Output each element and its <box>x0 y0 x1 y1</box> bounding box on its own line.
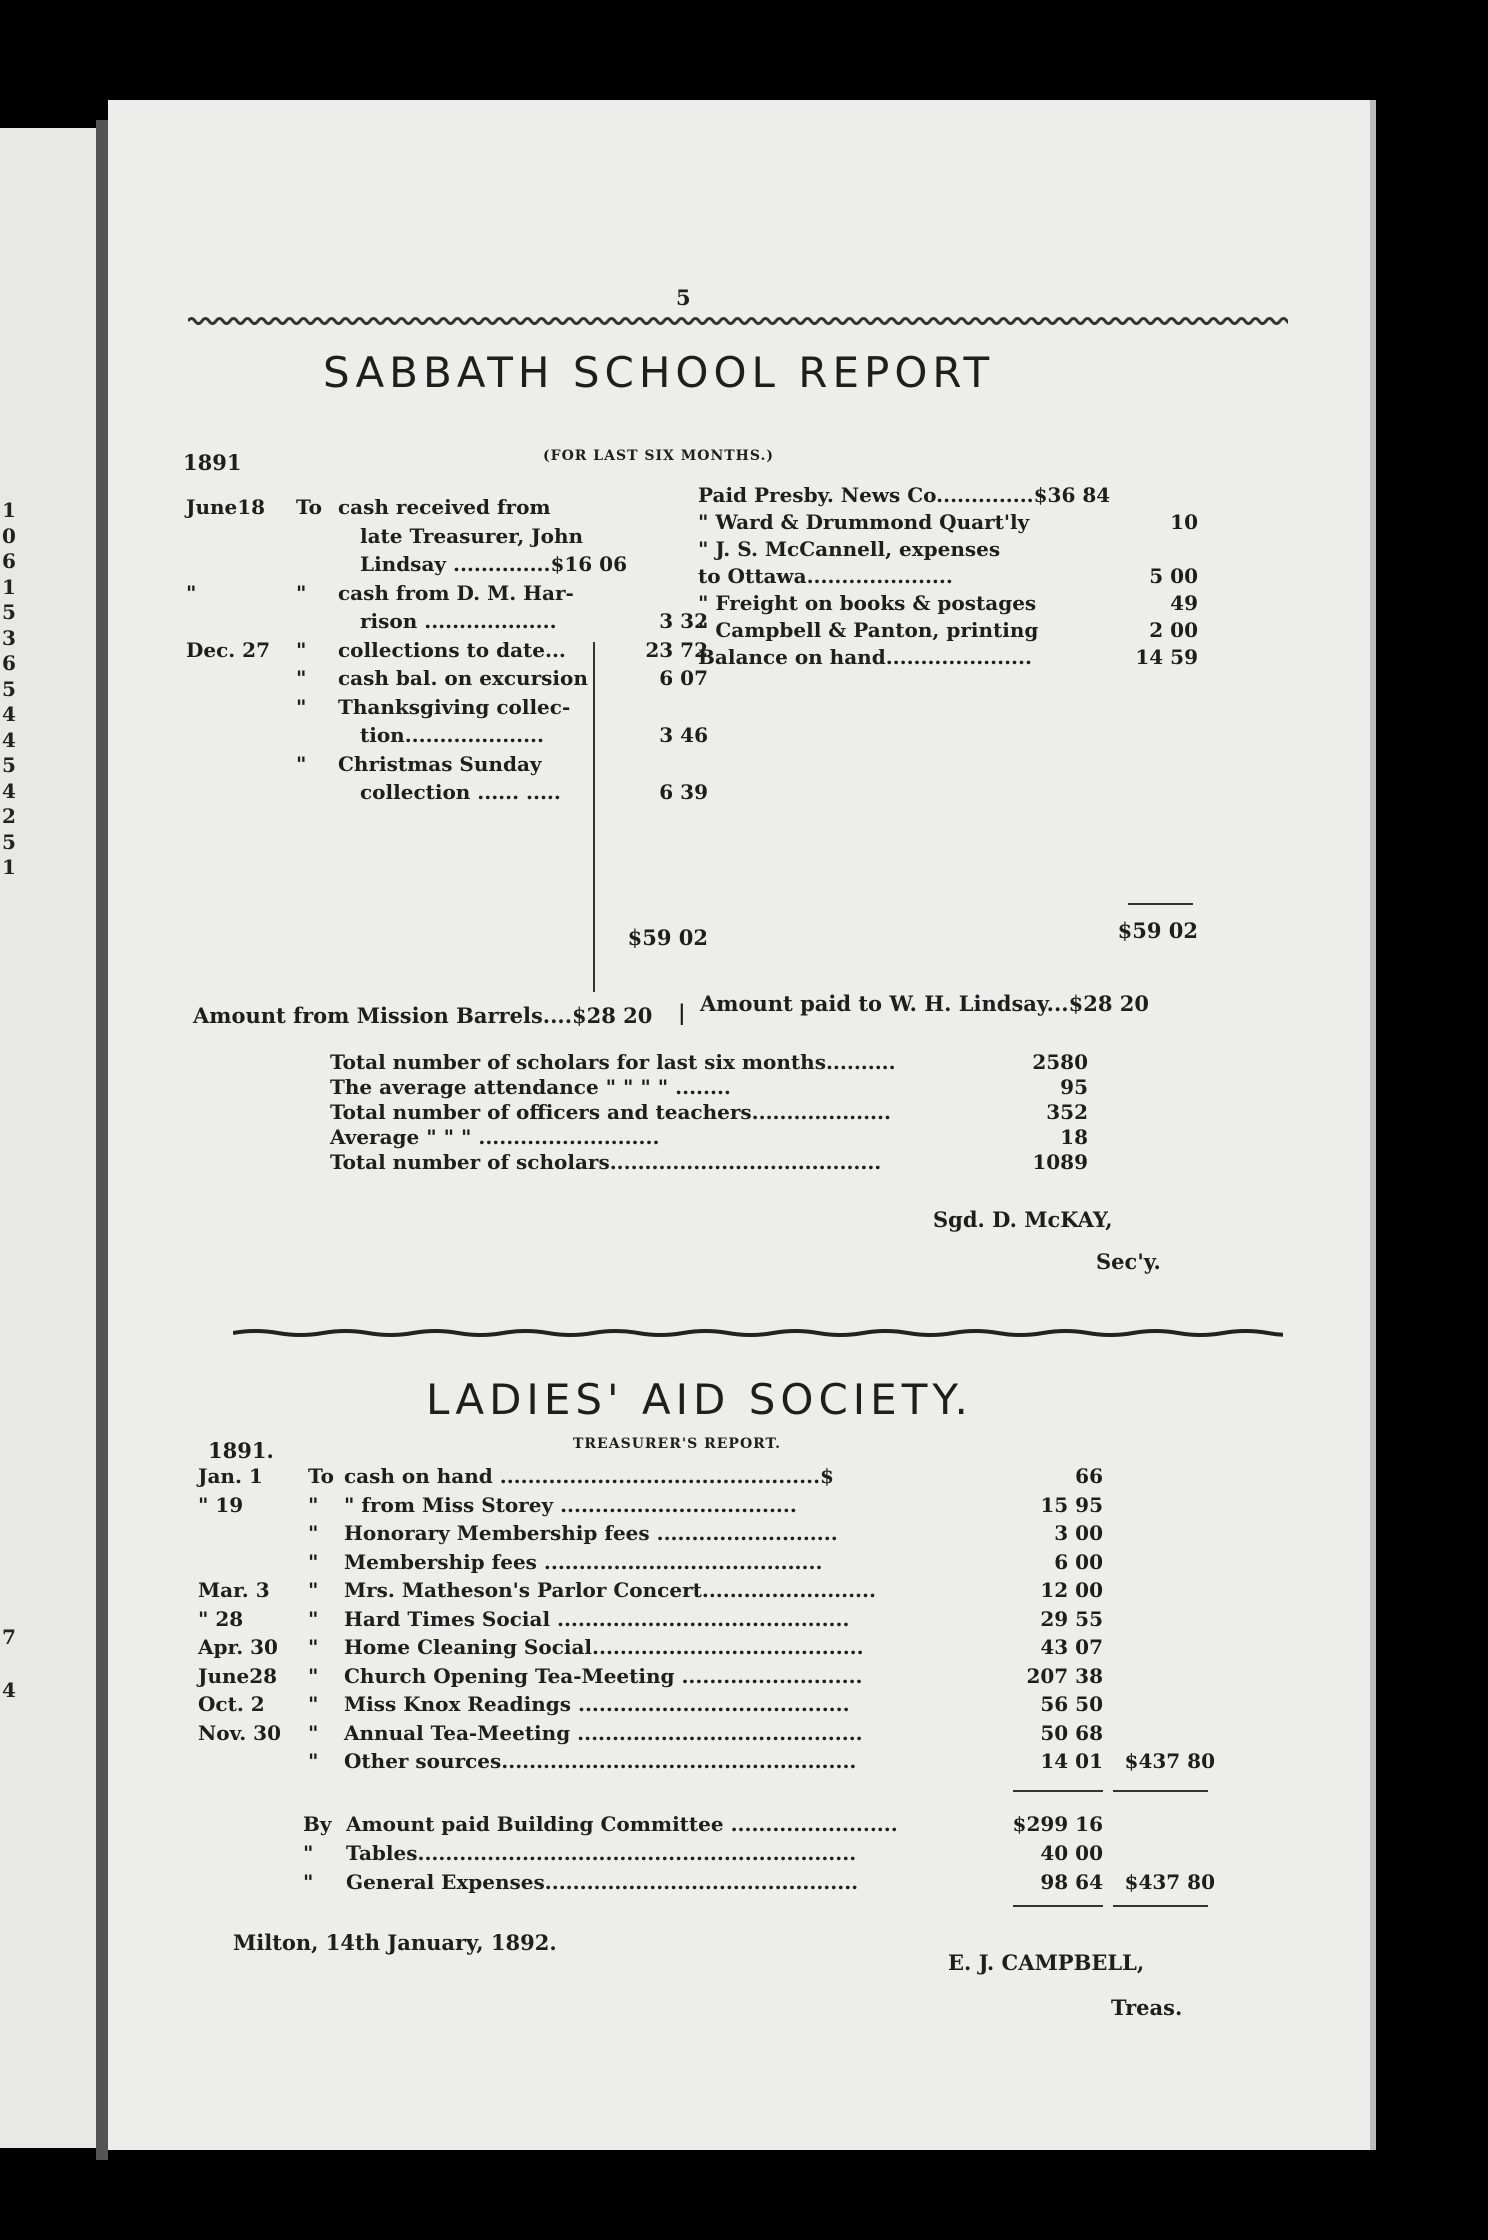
ladies-row-ditto: " <box>308 1749 319 1773</box>
wavy-rule-top <box>188 308 1288 334</box>
left-margin-number: 4 <box>2 702 16 726</box>
receipt-text: late Treasurer, John <box>360 523 584 548</box>
left-margin-number: 5 <box>2 753 16 777</box>
ladies-row-ditto: " <box>308 1521 319 1545</box>
ladies-row-ditto: " <box>308 1663 319 1688</box>
total-rule-2 <box>1113 1905 1208 1907</box>
ladies-by-ditto: By <box>303 1812 332 1836</box>
receipt-ditto: " <box>296 694 307 719</box>
ladies-row-amount: 56 50 <box>1040 1692 1103 1716</box>
amount-rule-2 <box>1013 1905 1103 1907</box>
left-margin-number: 1 <box>2 855 16 879</box>
receipt-text: tion.................... <box>360 723 544 747</box>
ladies-row-text: Annual Tea-Meeting ......................................... <box>344 1720 863 1745</box>
sabbath-subtitle: (FOR LAST SIX MONTHS.) <box>543 448 775 464</box>
ladies-row-amount: 12 00 <box>1040 1578 1103 1602</box>
place-date: Milton, 14th January, 1892. <box>233 1930 557 1955</box>
ladies-row-date: Oct. 2 <box>198 1692 265 1716</box>
ladies-row-ditto: " <box>308 1720 319 1745</box>
ladies-row-amount: 207 38 <box>1026 1663 1103 1688</box>
left-margin-number: 0 <box>2 523 16 548</box>
receipt-text: Thanksgiving collec- <box>338 694 571 719</box>
left-page-edge <box>0 128 96 2148</box>
ladies-row-text: Other sources................................................... <box>344 1749 857 1773</box>
total-rule-1 <box>1113 1790 1208 1792</box>
receipt-text: Christmas Sunday <box>338 751 542 776</box>
stat-label: Total number of officers and teachers.................... <box>330 1100 891 1124</box>
stat-value: 2580 <box>1032 1050 1088 1074</box>
ladies-by-amount: 40 00 <box>1040 1841 1103 1865</box>
ladies-row-amount: 66 <box>1075 1464 1103 1488</box>
left-margin-number: 5 <box>2 676 16 701</box>
stat-label: Total number of scholars....................................... <box>330 1150 882 1174</box>
ladies-row-text: " from Miss Storey .................................. <box>344 1492 797 1517</box>
ladies-row-total: $437 80 <box>1124 1749 1215 1773</box>
payment-amount: 14 59 <box>1135 645 1198 669</box>
amount-rule-1 <box>1013 1790 1103 1792</box>
payment-text: Balance on hand..................... <box>698 645 1032 669</box>
receipt-ditto: To <box>296 495 322 519</box>
receipt-amount: 3 46 <box>659 723 708 747</box>
stat-label: The average attendance " " " " ........ <box>330 1075 731 1099</box>
receipt-amount: 23 72 <box>645 637 708 662</box>
payment-amount: 49 <box>1170 591 1198 615</box>
ladies-by-ditto: " <box>303 1870 314 1894</box>
receipt-amount: 6 07 <box>659 666 708 690</box>
ladies-by-amount: 98 64 <box>1040 1870 1103 1894</box>
sabbath-title: SABBATH SCHOOL REPORT <box>323 348 995 397</box>
stat-label: Average " " " .......................... <box>330 1125 660 1149</box>
ladies-row-date: " 28 <box>198 1606 244 1631</box>
receipt-date: " <box>186 580 197 605</box>
payment-text: to Ottawa..................... <box>698 564 953 588</box>
ladies-row-date: Jan. 1 <box>198 1464 263 1488</box>
receipt-text: collection ...... ..... <box>360 780 561 804</box>
ladies-row-date: Apr. 30 <box>198 1635 278 1659</box>
payment-text: " Ward & Drummond Quart'ly <box>698 510 1030 534</box>
left-margin-number: 3 <box>2 625 16 650</box>
ladies-title: LADIES' AID SOCIETY. <box>426 1375 973 1424</box>
left-margin-number: 2 <box>2 804 16 828</box>
page-number: 5 <box>676 285 691 310</box>
ladies-by-ditto: " <box>303 1841 314 1865</box>
mission-separator: | <box>678 1000 686 1025</box>
wavy-rule-middle <box>233 1318 1283 1348</box>
ladies-row-text: Honorary Membership fees .......................... <box>344 1521 838 1545</box>
receipt-amount: 6 39 <box>659 780 708 804</box>
ladies-subtitle: TREASURER'S REPORT. <box>573 1436 782 1452</box>
left-margin-number: 6 <box>2 651 16 675</box>
receipt-text: cash from D. M. Har- <box>338 580 574 605</box>
ladies-by-text: General Expenses............................................. <box>346 1870 859 1894</box>
ladies-row-text: Church Opening Tea-Meeting .......................... <box>344 1663 863 1688</box>
ladies-row-text: Home Cleaning Social....................................... <box>344 1635 864 1659</box>
receipt-date: Dec. 27 <box>186 637 271 662</box>
ladies-row-text: Miss Knox Readings ....................................... <box>344 1692 850 1716</box>
left-margin-number: 4 <box>2 727 16 752</box>
stat-label: Total number of scholars for last six months.......... <box>330 1050 896 1074</box>
stat-value: 95 <box>1060 1075 1088 1099</box>
ladies-row-amount: 15 95 <box>1040 1492 1103 1517</box>
receipt-date: June18 <box>186 495 266 519</box>
ladies-row-date: " 19 <box>198 1492 244 1517</box>
payment-text: " J. S. McCannell, expenses <box>698 537 1001 561</box>
receipt-amount: 3 32 <box>659 609 708 633</box>
left-margin-number: 4 <box>2 778 16 803</box>
ladies-row-text: Hard Times Social .......................................... <box>344 1606 850 1631</box>
ladies-row-date: Nov. 30 <box>198 1720 281 1745</box>
page <box>108 100 1376 2150</box>
left-margin-number: 1 <box>2 498 16 522</box>
receipt-ditto: " <box>296 580 307 605</box>
ladies-row-ditto: To <box>308 1464 334 1488</box>
ladies-year: 1891. <box>208 1438 274 1463</box>
left-margin-number: 7 <box>2 1625 16 1649</box>
payment-text: " Campbell & Panton, printing <box>698 618 1039 642</box>
ladies-treasurer: Treas. <box>1111 1995 1183 2020</box>
sabbath-secretary: Sec'y. <box>1096 1249 1161 1274</box>
ladies-by-amount: $299 16 <box>1012 1812 1103 1836</box>
sabbath-signed: Sgd. D. McKAY, <box>933 1207 1113 1232</box>
mission-left: Amount from Mission Barrels....$28 20 <box>193 1003 653 1028</box>
book-spine <box>96 120 108 2160</box>
ladies-row-ditto: " <box>308 1578 319 1602</box>
stat-value: 1089 <box>1032 1150 1088 1174</box>
receipt-text: cash received from <box>338 495 551 519</box>
left-margin-number: 5 <box>2 600 16 624</box>
ladies-row-text: Membership fees ........................................ <box>344 1549 823 1574</box>
payment-amount: 10 <box>1170 510 1198 534</box>
payment-text: " Freight on books & postages <box>698 591 1037 615</box>
ladies-signed: E. J. CAMPBELL, <box>948 1950 1145 1975</box>
receipt-text: rison ................... <box>360 609 557 633</box>
ladies-by-text: Tables............................................................... <box>346 1841 857 1865</box>
ladies-row-date: Mar. 3 <box>198 1578 270 1602</box>
sabbath-year: 1891 <box>183 450 242 475</box>
left-margin-number: 1 <box>2 574 16 599</box>
receipt-ditto: " <box>296 637 307 662</box>
ladies-row-amount: 14 01 <box>1040 1749 1103 1773</box>
receipt-text: collections to date... <box>338 637 566 662</box>
ladies-row-ditto: " <box>308 1606 319 1631</box>
payments-total-rule <box>1128 903 1193 905</box>
ladies-row-date: June28 <box>198 1663 278 1688</box>
receipt-ditto: " <box>296 666 307 690</box>
ladies-row-amount: 3 00 <box>1054 1521 1103 1545</box>
ladies-row-text: cash on hand ..............................................$ <box>344 1464 834 1488</box>
ladies-by-text: Amount paid Building Committee ........................ <box>346 1812 898 1836</box>
payment-text: Paid Presby. News Co..............$36 84 <box>698 483 1111 507</box>
ladies-row-amount: 29 55 <box>1040 1606 1103 1631</box>
ladies-row-ditto: " <box>308 1492 319 1517</box>
receipt-text: cash bal. on excursion <box>338 666 588 690</box>
receipt-text: Lindsay ..............$16 06 <box>360 552 628 576</box>
payment-amount: 2 00 <box>1149 618 1198 642</box>
left-margin-number: 4 <box>2 1678 16 1702</box>
ladies-row-ditto: " <box>308 1549 319 1574</box>
payment-amount: 5 00 <box>1149 564 1198 588</box>
ladies-row-amount: 6 00 <box>1054 1549 1103 1574</box>
ladies-row-amount: 43 07 <box>1040 1635 1103 1659</box>
stat-value: 352 <box>1046 1100 1088 1124</box>
ladies-by-total: $437 80 <box>1124 1870 1215 1894</box>
ladies-row-amount: 50 68 <box>1040 1720 1103 1745</box>
ladies-row-text: Mrs. Matheson's Parlor Concert......................... <box>344 1578 876 1602</box>
ladies-row-ditto: " <box>308 1635 319 1659</box>
left-margin-number: 5 <box>2 829 16 854</box>
stat-value: 18 <box>1060 1125 1088 1149</box>
ladies-row-ditto: " <box>308 1692 319 1716</box>
left-margin-number: 6 <box>2 549 16 573</box>
receipt-ditto: " <box>296 751 307 776</box>
receipts-total: $59 02 <box>627 925 708 950</box>
payments-total: $59 02 <box>1117 918 1198 943</box>
mission-right: Amount paid to W. H. Lindsay...$28 20 <box>700 991 1149 1016</box>
